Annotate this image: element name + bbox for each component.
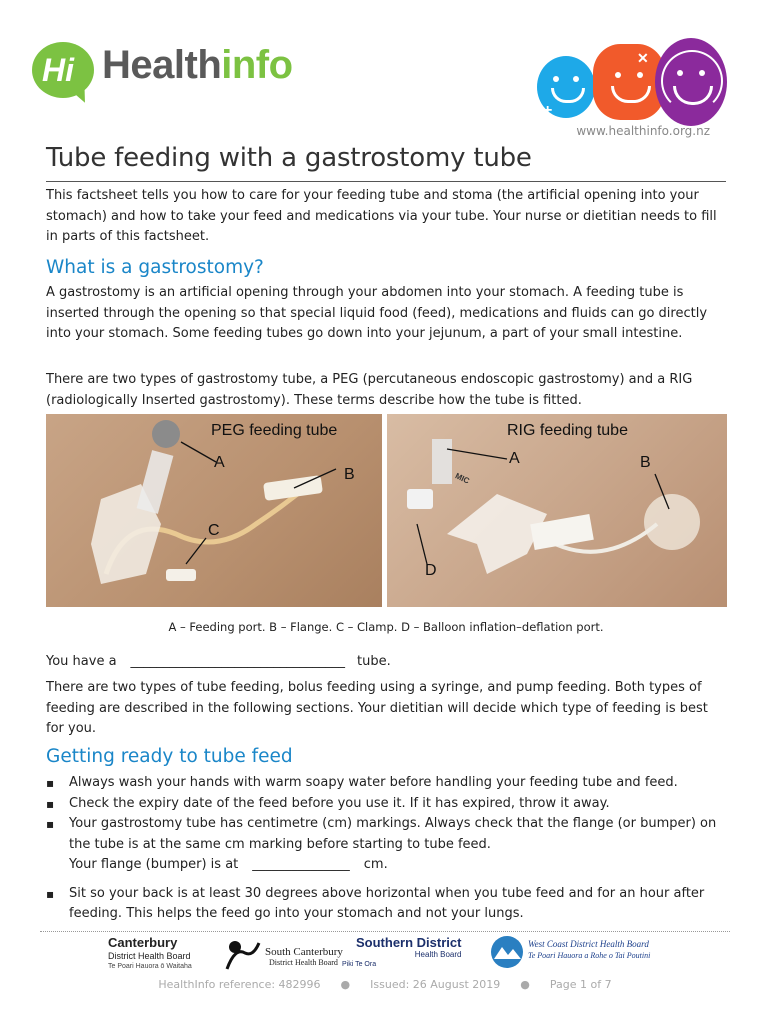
website-url[interactable]: www.healthinfo.org.nz <box>576 124 710 138</box>
footer-dot: ● <box>520 978 530 991</box>
photo-caption: A – Feeding port. B – Flange. C – Clamp. D – Balloon inflation–deflation port. <box>168 620 604 634</box>
rig-title: RIG feeding tube <box>507 422 628 439</box>
peg-label-a: A <box>214 454 225 471</box>
smiley-faces-illustration <box>537 38 737 133</box>
you-have-prefix: You have a <box>46 654 117 669</box>
southern-maori: Piki Te Ora <box>342 961 377 968</box>
canterbury-dhb-logo <box>108 935 192 970</box>
southern-sub: Health Board <box>414 950 462 959</box>
list-item-text: Your gastrostomy tube has centimetre (cm) markings. Always check that the flange (or bumper) on the tube is at the same cm marking before starting to tube feed. <box>69 816 717 852</box>
peg-title: PEG feeding tube <box>211 422 338 439</box>
logo-wordmark <box>102 43 293 88</box>
footer-reference: HealthInfo reference: 482996 <box>158 978 321 991</box>
southern-name: Southern District <box>356 935 462 950</box>
you-have-suffix: tube. <box>357 654 391 669</box>
logo-hi-text: Hi <box>42 52 74 88</box>
healthinfo-logo <box>32 38 332 113</box>
heading-what-is-gastrostomy: What is a gastrostomy? <box>46 257 264 278</box>
canterbury-maori: Te Poari Hauora ō Waitaha <box>108 963 192 970</box>
feeding-tube-photos <box>46 414 727 607</box>
speech-bubble-icon <box>32 42 94 98</box>
south-canterbury-name: South Canterbury <box>265 946 343 958</box>
page-footer <box>0 978 770 991</box>
rig-label-d: D <box>425 562 437 579</box>
list-item: ▪ Always wash your hands with warm soapy water before handling your feeding tube and feed. <box>46 773 726 794</box>
canterbury-sub: District Health Board <box>108 951 191 961</box>
title-divider <box>46 181 726 182</box>
intro-paragraph: This factsheet tells you how to care for your feeding tube and stoma (the artificial opening into your stomach) and how to take your feed and medications via your tube. Your nurse or dietitian needs to fill in parts of this factsheet. <box>46 188 717 244</box>
footer-page-number: Page 1 of 7 <box>549 978 612 991</box>
southern-dhb-logo <box>342 935 462 968</box>
rig-label-a: A <box>509 450 520 467</box>
feeding-types-paragraph: There are two types of tube feeding, bolus feeding using a syringe, and pump feeding. Both types of feeding are described in the following sections. Your dietitian will decide which type of feeding is best for you. <box>46 680 708 736</box>
mic-tag: MIC <box>453 471 471 486</box>
gastrostomy-paragraph-1: A gastrostomy is an artificial opening through your abdomen into your stomach. A feeding tube is inserted through the opening so that special liquid food (feed), medications and fluids can go directly into your stomach. Some feeding tubes go down into your jejunum, a part of your small intestine. <box>46 285 708 341</box>
gastrostomy-paragraph-2: There are two types of gastrostomy tube, a PEG (percutaneous endoscopic gastrostomy) and a RIG (radiologically Inserted gastrostomy). These terms describe how the tube is fitted. <box>46 372 693 408</box>
you-have-line <box>46 652 726 673</box>
west-coast-maori: Te Poari Hauora a Rohe o Tai Poutini <box>528 951 651 960</box>
footer-dot: ● <box>340 978 351 991</box>
rig-label-b: B <box>640 454 651 471</box>
list-item: ▪ Sit so your back is at least 30 degrees above horizontal when you tube feed and for an hour after feeding. This helps the feed go into your stomach and not your lungs. <box>46 884 726 925</box>
dhb-logos <box>108 935 688 975</box>
peg-label-c: C <box>208 522 220 539</box>
logo-info: info <box>221 43 293 87</box>
flange-prefix: Your flange (bumper) is at <box>69 857 239 872</box>
footer-divider <box>40 931 730 932</box>
rig-tube-photo <box>387 414 727 607</box>
list-item: ▪ Check the expiry date of the feed before you use it. If it has expired, throw it away. <box>46 794 726 815</box>
flange-suffix: cm. <box>363 857 388 872</box>
flange-cm-blank[interactable]: _______________ <box>252 857 350 872</box>
heading-getting-ready: Getting ready to tube feed <box>46 746 293 767</box>
west-coast-name: West Coast District Health Board <box>528 939 649 949</box>
peg-label-b: B <box>344 466 355 483</box>
tube-type-blank[interactable]: _________________________________ <box>130 654 346 669</box>
orange-face-icon: ✕ <box>593 44 665 120</box>
footer-issued: Issued: 26 August 2019 <box>370 978 501 991</box>
page-title: Tube feeding with a gastrostomy tube <box>46 143 532 173</box>
getting-ready-list <box>46 773 726 925</box>
purple-face-icon <box>655 38 727 126</box>
blue-face-icon: + <box>537 56 595 118</box>
logo-health: Health <box>102 43 222 87</box>
canterbury-name: Canterbury <box>108 935 178 950</box>
peg-tube-photo <box>46 414 382 607</box>
south-canterbury-sub: District Health Board <box>269 958 338 967</box>
list-item <box>46 814 726 876</box>
